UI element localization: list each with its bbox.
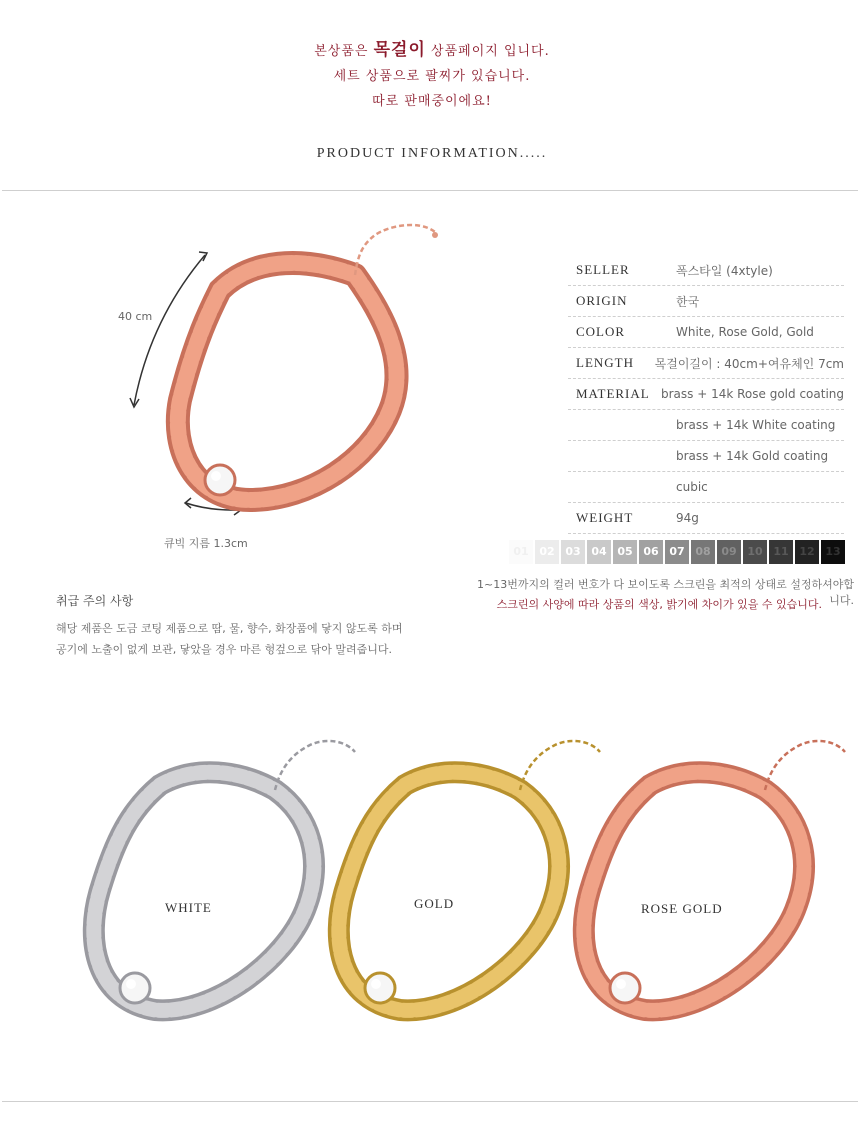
calibration-swatch: 06 (639, 540, 663, 564)
screen-note-2: 스크린의 사양에 따라 상품의 색상, 밝기에 차이가 있을 수 있습니다. (496, 598, 822, 611)
variant-label: WHITE (165, 900, 212, 915)
necklace-variant-image (565, 730, 855, 1030)
care-text (56, 618, 402, 660)
spec-row (568, 379, 844, 410)
spec-key: WEIGHT (576, 510, 634, 525)
spec-value: brass + 14k White coating (676, 418, 836, 432)
divider-bottom (2, 1101, 858, 1102)
spec-row (568, 441, 844, 472)
calibration-swatch: 04 (587, 540, 611, 564)
spec-value: 한국 (676, 294, 700, 309)
screen-note-1: 1~13번까지의 컬러 번호가 다 보이도록 스크린을 최적의 상태로 설정하셔야합니다. (477, 578, 854, 607)
spec-row (568, 255, 844, 286)
spec-row (568, 317, 844, 348)
spec-key: COLOR (576, 324, 626, 339)
care-line-1: 해당 제품은 도금 코팅 제품으로 땀, 물, 향수, 화장품에 닿지 않도록 하며 (56, 622, 403, 635)
calibration-swatch: 03 (561, 540, 585, 564)
color-calibration-swatches (509, 540, 847, 564)
calibration-swatch: 11 (769, 540, 793, 564)
spec-value: brass + 14k Rose gold coating (661, 387, 844, 401)
spec-value: 목걸이길이 : 40cm+여유체인 7cm (654, 356, 844, 371)
calibration-swatch: 07 (665, 540, 689, 564)
spec-value: 폭스타일 (4xtyle) (676, 263, 773, 278)
spec-value: cubic (676, 480, 708, 494)
spec-value: brass + 14k Gold coating (676, 449, 829, 463)
divider-top (2, 190, 858, 191)
spec-row (568, 286, 844, 317)
calibration-swatch: 05 (613, 540, 637, 564)
spec-key: LENGTH (576, 355, 634, 370)
variant-label: GOLD (414, 896, 455, 911)
calibration-swatch: 12 (795, 540, 819, 564)
spec-row (568, 503, 844, 534)
notice-line-1: 본상품은 목걸이 상품페이지 입니다. (314, 40, 550, 60)
calibration-swatch: 08 (691, 540, 715, 564)
spec-row (568, 472, 844, 503)
necklace-main-image (100, 200, 460, 530)
spec-row (568, 410, 844, 441)
notice-line-2: 세트 상품으로 팔찌가 있습니다. (333, 69, 531, 84)
spec-row (568, 348, 844, 379)
notice-highlight: 목걸이 (373, 40, 426, 60)
cubic-size-label: 큐빅 지름 1.3cm (164, 537, 248, 550)
spec-value: White, Rose Gold, Gold (676, 325, 814, 339)
calibration-swatch: 09 (717, 540, 741, 564)
length-label: 40 cm (118, 310, 153, 323)
notice (0, 38, 864, 114)
calibration-swatch: 02 (535, 540, 559, 564)
calibration-swatch: 10 (743, 540, 767, 564)
spec-key: MATERIAL (576, 386, 650, 401)
spec-table (568, 255, 844, 534)
section-title: PRODUCT INFORMATION..... (316, 146, 548, 161)
spec-key: SELLER (576, 262, 630, 277)
calibration-swatch: 01 (509, 540, 533, 564)
care-title: 취급 주의 사항 (56, 594, 134, 608)
care-line-2: 공기에 노출이 없게 보관, 닿았을 경우 마른 헝겊으로 닦아 말려줍니다. (56, 643, 392, 656)
calibration-swatch: 13 (821, 540, 845, 564)
notice-line-3: 따로 판매중이에요! (372, 94, 492, 109)
spec-key: ORIGIN (576, 293, 628, 308)
spec-value: 94g (676, 511, 699, 525)
variant-label: ROSE GOLD (641, 901, 723, 916)
